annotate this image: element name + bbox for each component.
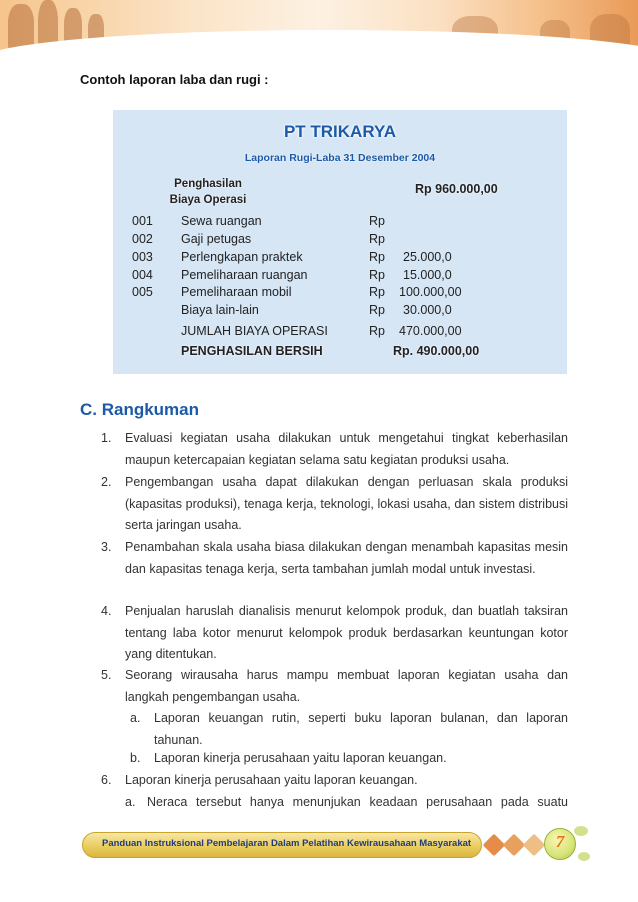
expense-desc: Pemeliharaan ruangan xyxy=(181,268,308,282)
expense-currency: Rp xyxy=(369,324,385,338)
expense-code: 002 xyxy=(132,232,153,246)
expense-row xyxy=(113,214,567,232)
expense-amount: 100.000,00 xyxy=(399,285,462,299)
expense-amount: 25.000,0 xyxy=(403,250,452,264)
summary-item xyxy=(101,601,568,666)
summary-item xyxy=(101,472,568,537)
section-heading: C. Rangkuman xyxy=(80,400,200,419)
item-number: 3. xyxy=(101,540,112,554)
expense-currency: Rp xyxy=(369,268,385,282)
expense-code: 001 xyxy=(132,214,153,228)
expense-desc: Pemeliharaan mobil xyxy=(181,285,292,299)
page-number: 7 xyxy=(555,832,565,851)
report-subtitle: Laporan Rugi-Laba 31 Desember 2004 xyxy=(244,152,436,164)
expense-total-amount: 470.000,00 xyxy=(399,324,462,338)
expense-code: 005 xyxy=(132,285,153,299)
item-number: 1. xyxy=(101,431,112,445)
subitem-text: Neraca tersebut hanya menunjukan keadaan perusahaan pada suatu xyxy=(147,795,568,809)
item-text: Seorang wirausaha harus mampu membuat laporan kegiatan usaha dan langkah pengembangan usaha. xyxy=(125,668,568,704)
expense-desc: Sewa ruangan xyxy=(181,214,262,228)
item-text: Evaluasi kegiatan usaha dilakukan untuk mengetahui tingkat keberhasilan maupun ketercapaian kegiatan selama satu kegiatan produksi usaha. xyxy=(125,431,568,467)
expense-row xyxy=(113,232,567,250)
expense-currency: Rp xyxy=(369,232,385,246)
item-text: Penjualan haruslah dianalisis menurut kelompok produk, dan buatlah taksiran tentang laba kotor menurut kelompok produk berdasarkan keuntungan kotor yang ditentukan. xyxy=(125,604,568,661)
income-label-line: Penghasilan xyxy=(174,178,242,190)
expense-currency: Rp xyxy=(369,303,385,317)
income-label xyxy=(163,176,253,208)
expense-row xyxy=(113,250,567,268)
diamond-icon xyxy=(523,834,546,857)
expense-desc: Gaji petugas xyxy=(181,232,252,246)
item-number: 5. xyxy=(101,668,112,682)
expense-currency: Rp xyxy=(369,285,385,299)
leaf-icon xyxy=(578,852,590,861)
footer-title: Panduan Instruksional Pembelajaran Dalam Pelatihan Kewirausahaan Masyarakat xyxy=(102,838,472,849)
item-number: 6. xyxy=(101,773,112,787)
net-income-amount: Rp. 490.000,00 xyxy=(393,344,480,358)
expense-amount: 15.000,0 xyxy=(403,268,452,282)
summary-item xyxy=(101,665,568,708)
expense-currency: Rp xyxy=(369,250,385,264)
diamond-icon xyxy=(503,834,526,857)
item-text: Laporan kinerja perusahaan yaitu laporan keuangan. xyxy=(125,773,418,787)
income-amount: Rp 960.000,00 xyxy=(415,182,498,196)
income-statement-box xyxy=(113,110,567,374)
summary-subitem xyxy=(130,708,568,751)
diamond-icon xyxy=(483,834,506,857)
header-banner xyxy=(0,0,638,62)
page-footer xyxy=(0,822,638,872)
item-text: Pengembangan usaha dapat dilakukan dengan perluasan skala produksi (kapasitas produksi), tenaga kerja, teknologi, lokasi usaha, dan sistem distribusi serta jaringan usaha. xyxy=(125,475,568,532)
operating-cost-label: Biaya Operasi xyxy=(169,194,247,206)
expense-currency: Rp xyxy=(369,214,385,228)
item-number: 2. xyxy=(101,475,112,489)
expense-amount: 30.000,0 xyxy=(403,303,452,317)
subitem-text: Laporan keuangan rutin, seperti buku laporan bulanan, dan laporan tahunan. xyxy=(154,711,568,747)
header-figure-shape xyxy=(8,4,34,50)
net-income-label: PENGHASILAN BERSIH xyxy=(181,344,323,358)
subitem-letter: a. xyxy=(130,711,141,725)
expense-code: 004 xyxy=(132,268,153,282)
leaf-icon xyxy=(574,826,588,836)
summary-item xyxy=(101,770,568,792)
subitem-letter: a. xyxy=(125,795,136,809)
expense-desc: Perlengkapan praktek xyxy=(181,250,303,264)
subitem-text: Laporan kinerja perusahaan yaitu laporan keuangan. xyxy=(154,751,447,765)
company-name: PT TRIKARYA xyxy=(283,122,397,141)
expense-row xyxy=(113,268,567,286)
subitem-letter: b. xyxy=(130,751,141,765)
summary-subitem xyxy=(130,748,568,770)
expense-desc: Biaya lain-lain xyxy=(181,303,259,317)
summary-item xyxy=(101,428,568,471)
expense-total-row xyxy=(113,324,567,342)
expense-row xyxy=(113,285,567,303)
item-text: Penambahan skala usaha biasa dilakukan dengan menambah kapasitas mesin dan kapasitas tenaga kerja, serta tambahan jumlah modal untuk investasi. xyxy=(125,540,568,576)
item-number: 4. xyxy=(101,604,112,618)
summary-subitem xyxy=(125,792,568,814)
expense-code: 003 xyxy=(132,250,153,264)
expense-total-label: JUMLAH BIAYA OPERASI xyxy=(181,324,328,338)
summary-item xyxy=(101,537,568,580)
expense-row xyxy=(113,303,567,321)
section-label: Contoh laporan laba dan rugi : xyxy=(80,72,269,87)
